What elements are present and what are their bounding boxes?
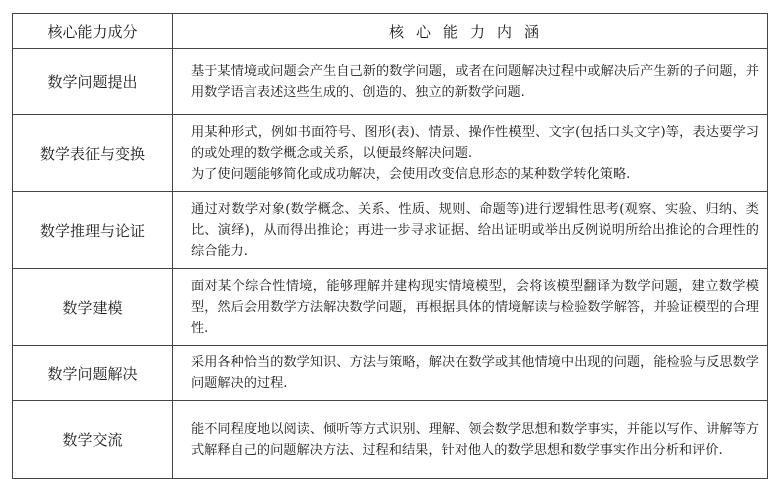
header-competency-component: 核心能力成分 [13, 14, 173, 49]
row-name: 数学表征与变换 [13, 115, 173, 192]
table-row [13, 49, 768, 115]
table-row [13, 346, 768, 401]
description-paragraph: 为了使问题能够简化或成功解决，会使用改变信息形态的某种数学转化策略. [191, 166, 631, 182]
row-description [173, 49, 768, 115]
row-description [173, 346, 768, 401]
description-paragraph: 基于某情境或问题会产生自己新的数学问题，或者在问题解决过程中或解决后产生新的子问题，并用数学语言表述这些生成的、创造的、独立的新数学问题. [191, 63, 759, 100]
row-description [173, 115, 768, 192]
description-paragraph: 通过对数学对象(数学概念、关系、性质、规则、命题等)进行逻辑性思考(观察、实验、归纳、类比、演绎)，从而得出推论；再进一步寻求证据、给出证明或举出反例说明所给出推论的合理性的综合能力. [191, 201, 759, 259]
description-paragraph: 采用各种恰当的数学知识、方法与策略，解决在数学或其他情境中出现的问题，能检验与反思数学问题解决的过程. [191, 355, 759, 391]
description-paragraph: 面对某个综合性情境，能够理解并建构现实情境模型，会将该模型翻译为数学问题，建立数学模型，然后会用数学方法解决数学问题，再根据具体的情境解读与检验数学解答，并验证模型的合理性. [191, 278, 759, 336]
row-description [173, 269, 768, 346]
description-paragraph: 能不同程度地以阅读、倾听等方式识别、理解、领会数学思想和数学事实，并能以写作、讲解等方式解释自己的问题解决方法、过程和结果，针对他人的数学思想和数学事实作出分析和评价. [191, 421, 759, 458]
row-name: 数学问题解决 [13, 346, 173, 401]
row-name: 数学交流 [13, 401, 173, 479]
row-name: 数学推理与论证 [13, 192, 173, 269]
header-competency-connotation: 核心能力内涵 [173, 14, 768, 49]
table-row [13, 192, 768, 269]
row-description [173, 401, 768, 479]
table-row [13, 401, 768, 479]
description-paragraph: 用某种形式，例如书面符号、图形(表)、情景、操作性模型、文字(包括口头文字)等，表达要学习的或处理的数学概念或关系，以便最终解决问题. [191, 124, 759, 161]
row-description [173, 192, 768, 269]
row-name: 数学问题提出 [13, 49, 173, 115]
table-row [13, 269, 768, 346]
row-name: 数学建模 [13, 269, 173, 346]
table-row [13, 115, 768, 192]
competency-table [12, 13, 768, 479]
table-header-row [13, 14, 768, 49]
